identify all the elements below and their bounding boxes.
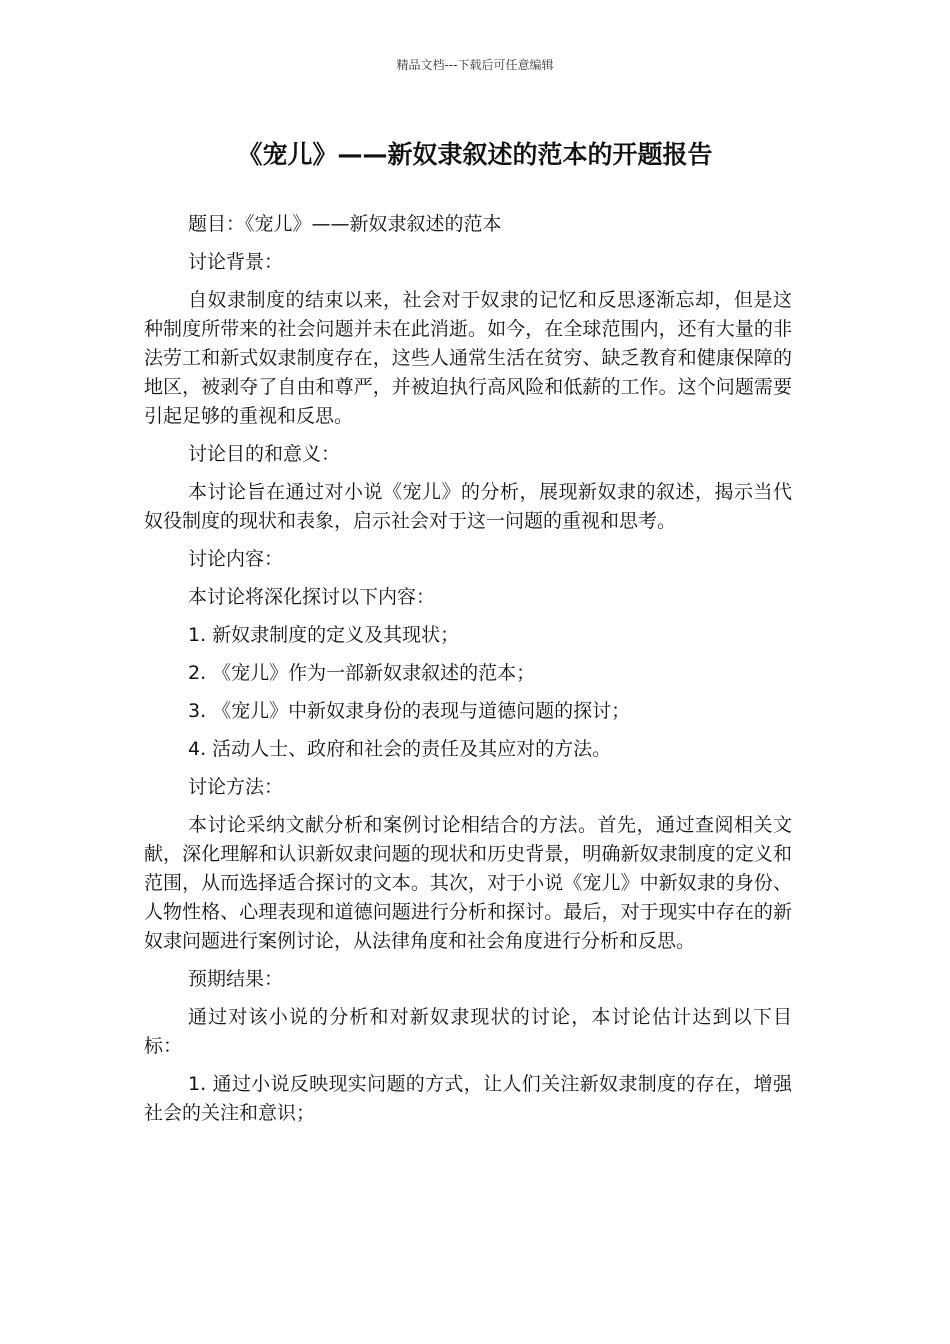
content-item-4: 4. 活动人士、政府和社会的责任及其应对的方法。 xyxy=(188,738,612,760)
topic-line: 题目：《宠儿》——新奴隶叙述的范本 xyxy=(188,213,502,235)
section-heading-method: 讨论方法： xyxy=(188,776,284,798)
document-title: 《宠儿》——新奴隶叙述的范本的开题报告 xyxy=(237,140,713,169)
expected-result-item-1: 1. 通过小说反映现实问题的方式，让人们关注新奴隶制度的存在，增强社会的关注和意识； xyxy=(144,1073,792,1124)
section-heading-purpose: 讨论目的和意义： xyxy=(188,443,341,465)
method-paragraph: 本讨论采纳文献分析和案例讨论相结合的方法。首先，通过查阅相关文献，深化理解和认识新奴隶问题的现状和历史背景，明确新奴隶制度的定义和范围，从而选择适合探讨的文本。其次，对于小说《宠儿》中新奴隶的身份、人物性格、心理表现和道德问题进行分析和探讨。最后，对于现实中存在的新奴隶问题进行案例讨论，从法律角度和社会角度进行分析和反思。 xyxy=(144,814,792,952)
section-heading-expected-results: 预期结果： xyxy=(188,968,284,990)
section-heading-content: 讨论内容： xyxy=(188,548,284,570)
header-note: 精品文档---下载后可任意编辑 xyxy=(396,58,554,72)
section-heading-background: 讨论背景： xyxy=(188,251,284,273)
expected-results-intro: 通过对该小说的分析和对新奴隶现状的讨论，本讨论估计达到以下目标： xyxy=(144,1006,792,1057)
content-item-2: 2. 《宠儿》作为一部新奴隶叙述的范本； xyxy=(188,662,536,684)
document-body xyxy=(144,210,792,1137)
purpose-paragraph: 本讨论旨在通过对小说《宠儿》的分析，展现新奴隶的叙述，揭示当代奴役制度的现状和表象，启示社会对于这一问题的重视和思考。 xyxy=(144,481,792,532)
content-item-1: 1. 新奴隶制度的定义及其现状； xyxy=(188,624,460,646)
background-paragraph: 自奴隶制度的结束以来，社会对于奴隶的记忆和反思逐渐忘却，但是这种制度所带来的社会问题并未在此消逝。如今，在全球范围内，还有大量的非法劳工和新式奴隶制度存在，这些人通常生活在贫穷、缺乏教育和健康保障的地区，被剥夺了自由和尊严，并被迫执行高风险和低薪的工作。这个问题需要引起足够的重视和反思。 xyxy=(144,289,792,427)
content-intro: 本讨论将深化探讨以下内容： xyxy=(188,586,436,608)
content-item-3: 3. 《宠儿》中新奴隶身份的表现与道德问题的探讨； xyxy=(188,700,631,722)
